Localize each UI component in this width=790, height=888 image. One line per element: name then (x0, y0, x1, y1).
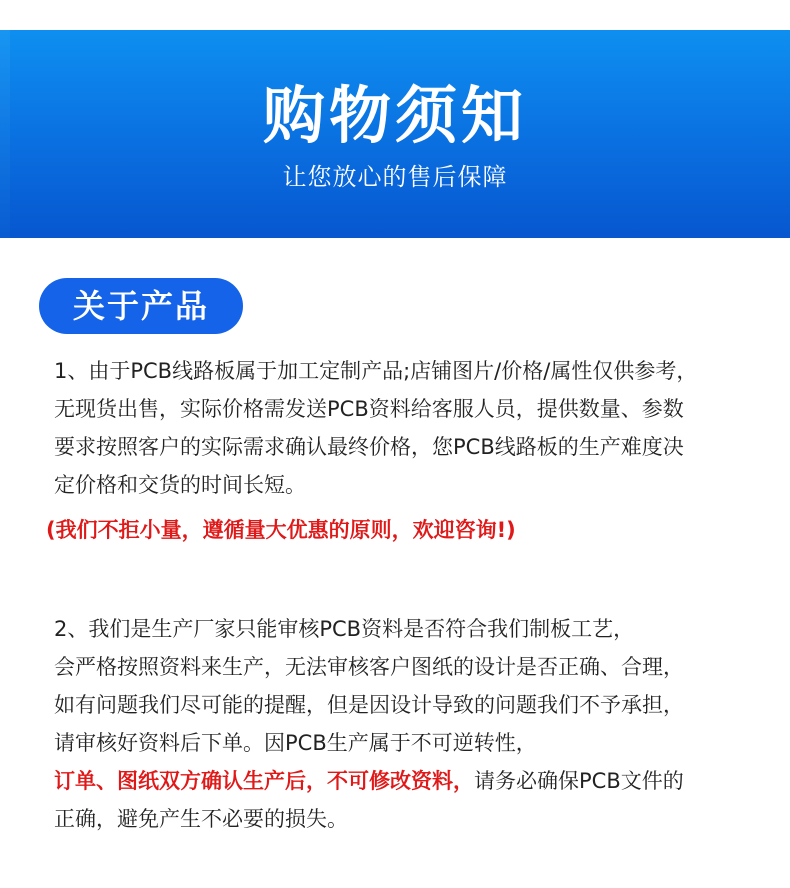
paragraph-1-line: 定价格和交货的时间长短。 (54, 473, 306, 497)
banner-title: 购物须知 (262, 79, 527, 152)
paragraph-1-line: 1、由于PCB线路板属于加工定制产品;店铺图片/价格/属性仅供参考， (54, 359, 698, 383)
paragraph-2-line (54, 762, 734, 800)
paragraph-2 (54, 610, 734, 838)
paragraph-2-line: 如有问题我们尽可能的提醒，但是因设计导致的问题我们不予承担， (54, 693, 684, 717)
paragraph-2-line-rest: 请务必确保PCB文件的 (474, 769, 684, 793)
confirmation-warning: 订单、图纸双方确认生产后，不可修改资料， (54, 769, 474, 793)
paragraph-2-line: 2、我们是生产厂家只能审核PCB资料是否符合我们制板工艺， (54, 617, 635, 641)
paragraph-1-line: 无现货出售，实际价格需发送PCB资料给客服人员，提供数量、参数 (54, 397, 684, 421)
header-banner (0, 30, 790, 238)
banner-subtitle: 让您放心的售后保障 (282, 163, 508, 191)
small-order-note: (我们不拒小量，遵循量大优惠的原则，欢迎咨询!) (46, 518, 516, 542)
paragraph-2-line: 会严格按照资料来生产，无法审核客户图纸的设计是否正确、合理， (54, 655, 684, 679)
paragraph-2-line: 正确，避免产生不必要的损失。 (54, 807, 348, 831)
paragraph-1 (54, 352, 734, 504)
paragraph-1-line: 要求按照客户的实际需求确认最终价格，您PCB线路板的生产难度决 (54, 435, 684, 459)
section-heading-about-product: 关于产品 (39, 278, 243, 334)
paragraph-2-line: 请审核好资料后下单。因PCB生产属于不可逆转性， (54, 731, 537, 755)
